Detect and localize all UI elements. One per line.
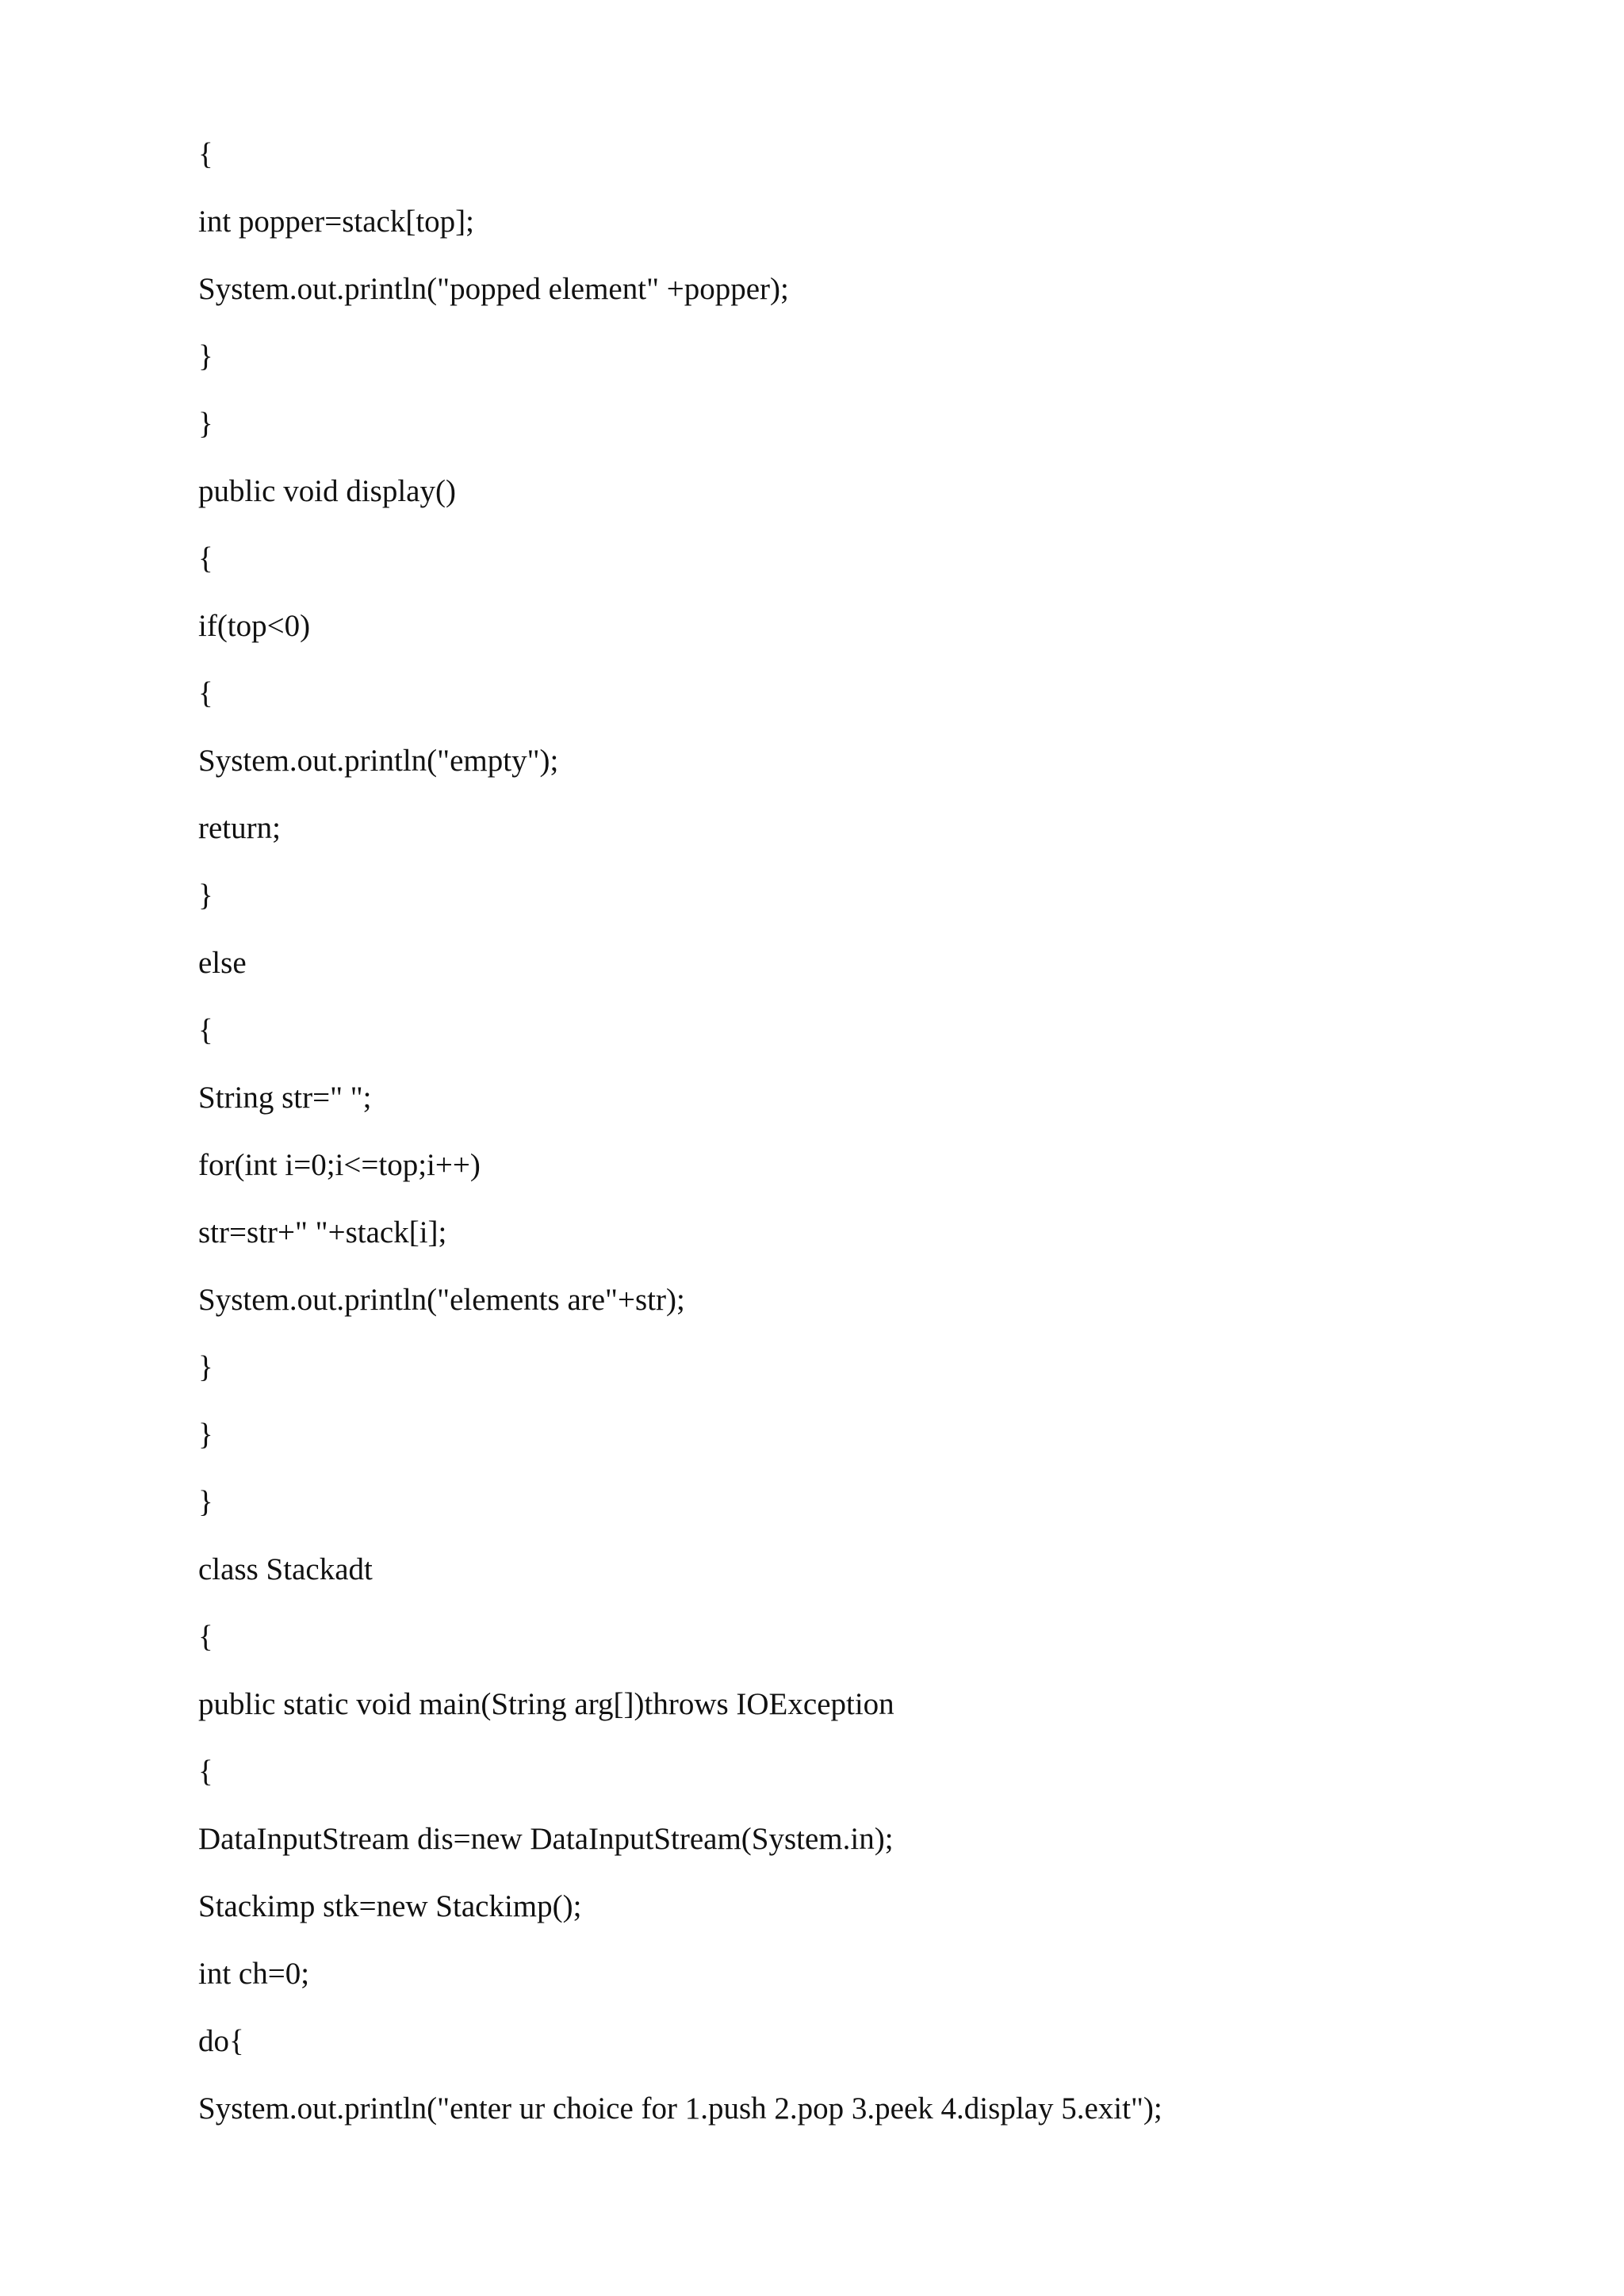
code-line: if(top<0) (198, 609, 311, 643)
code-line: public static void main(String arg[])throws IOException (198, 1687, 894, 1721)
code-line: { (198, 676, 213, 710)
code-line: int popper=stack[top]; (198, 205, 474, 239)
code-line: } (198, 407, 213, 441)
code-line: Stackimp stk=new Stackimp(); (198, 1889, 582, 1923)
code-line: for(int i=0;i<=top;i++) (198, 1148, 481, 1182)
code-listing (198, 128, 1162, 2150)
code-line: { (198, 541, 213, 576)
code-line: str=str+" "+stack[i]; (198, 1215, 447, 1249)
code-line: } (198, 1350, 213, 1384)
code-line: String str=" "; (198, 1081, 372, 1115)
code-line: { (198, 137, 213, 171)
code-line: class Stackadt (198, 1552, 373, 1586)
code-line: return; (198, 811, 281, 845)
code-line: public void display() (198, 474, 456, 508)
code-line: { (198, 1013, 213, 1047)
code-line: } (198, 1418, 213, 1452)
code-line: System.out.println("empty"); (198, 744, 559, 778)
code-line: else (198, 946, 247, 980)
code-line: do{ (198, 2024, 244, 2058)
code-line: int ch=0; (198, 1957, 310, 1991)
code-line: { (198, 1755, 213, 1789)
code-line: { (198, 1620, 213, 1654)
code-line: } (198, 1485, 213, 1519)
code-line: DataInputStream dis=new DataInputStream(System.in); (198, 1822, 894, 1856)
code-line: System.out.println("enter ur choice for 1.push 2.pop 3.peek 4.display 5.exit"); (198, 2091, 1162, 2126)
code-line: System.out.println("popped element" +popper); (198, 272, 789, 306)
code-line: } (198, 339, 213, 373)
code-line: } (198, 878, 213, 913)
code-line: System.out.println("elements are"+str); (198, 1283, 685, 1317)
